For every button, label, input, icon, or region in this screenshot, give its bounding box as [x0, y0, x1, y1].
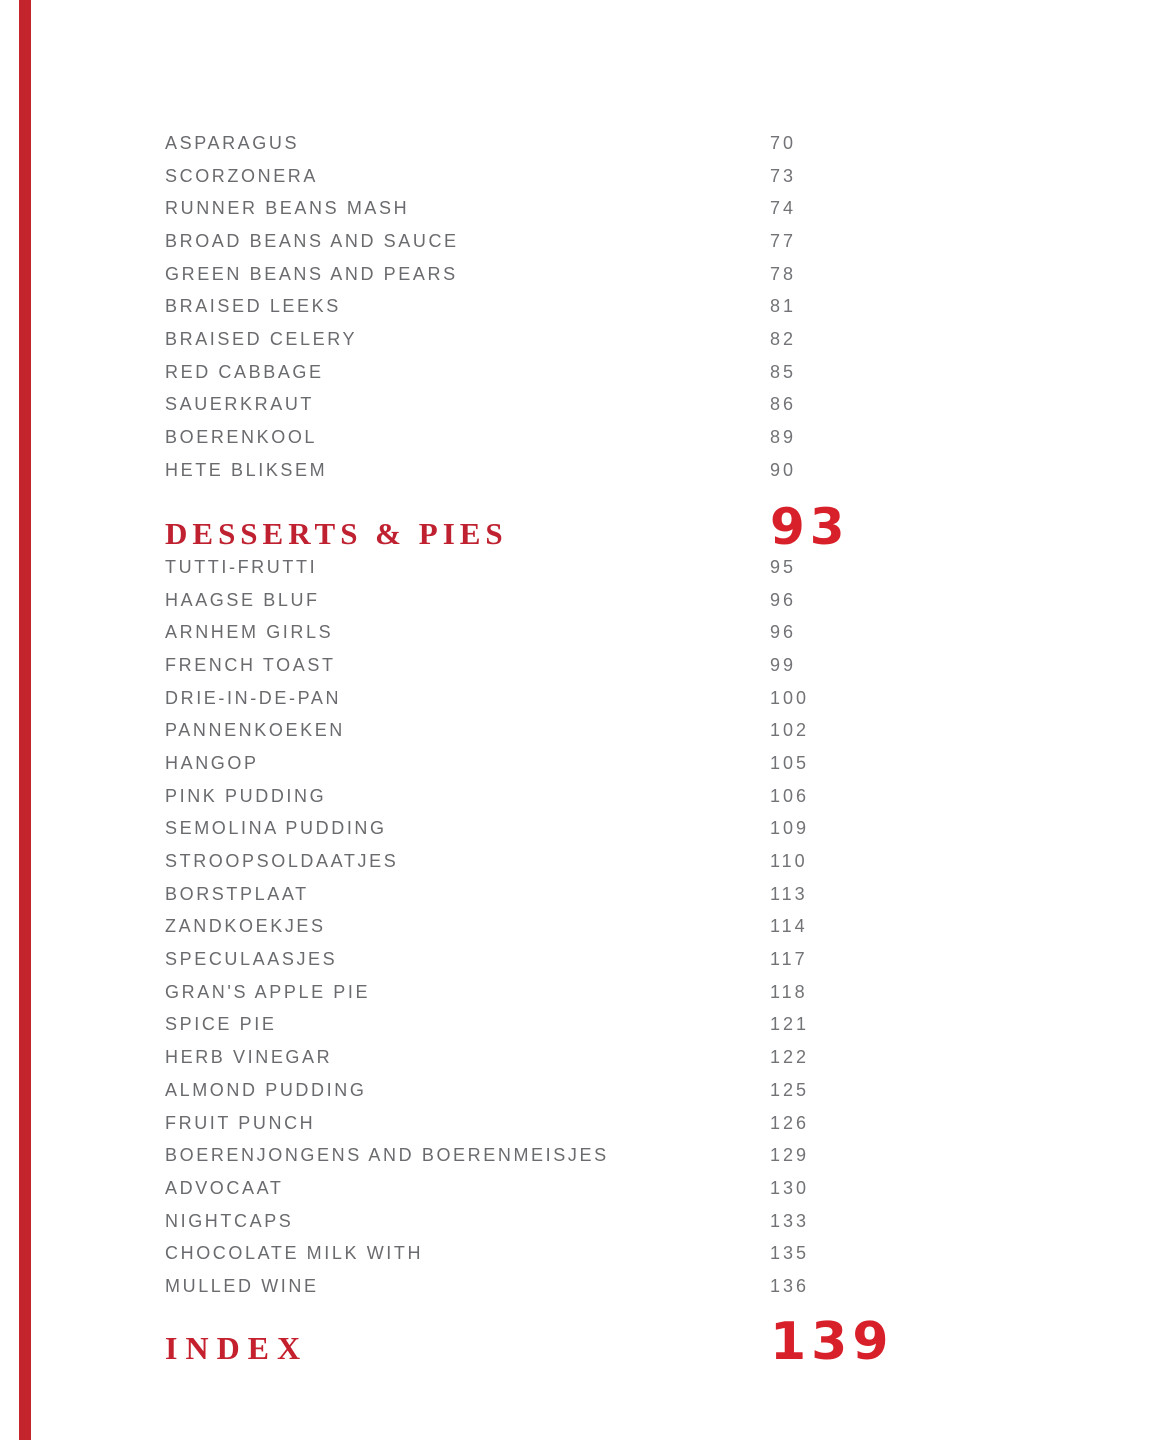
- toc-entry-page-number: 96: [770, 589, 797, 610]
- toc-entry-page-number: 70: [770, 132, 797, 153]
- toc-entry-label: ZANDKOEKJES: [165, 916, 326, 937]
- toc-entry-label: GREEN BEANS AND PEARS: [165, 263, 458, 284]
- toc-entry-label: GRAN'S APPLE PIE: [165, 981, 371, 1002]
- toc-entry: [165, 356, 925, 389]
- table-of-contents: [165, 0, 945, 1440]
- toc-entry-page-number: 90: [770, 459, 797, 480]
- toc-entry: [165, 290, 925, 323]
- toc-entry: [165, 1205, 925, 1238]
- toc-entry-page-number: 85: [770, 361, 797, 382]
- toc-entry-label: ALMOND PUDDING: [165, 1079, 367, 1100]
- toc-entry-page-number: 133: [770, 1210, 810, 1231]
- toc-entry: [165, 780, 925, 813]
- toc-entry-label: RED CABBAGE: [165, 361, 324, 382]
- toc-entry-page-number: 96: [770, 622, 797, 643]
- toc-entry-label: HAAGSE BLUF: [165, 589, 320, 610]
- toc-entry-label: DRIE-IN-DE-PAN: [165, 687, 342, 708]
- desserts-section-list: [165, 551, 925, 1303]
- toc-entry-label: ASPARAGUS: [165, 132, 300, 153]
- toc-entry-page-number: 126: [770, 1112, 810, 1133]
- toc-entry-page-number: 73: [770, 165, 797, 186]
- toc-entry-label: TUTTI-FRUTTI: [165, 556, 318, 577]
- toc-entry: [165, 747, 925, 780]
- toc-entry: [165, 389, 925, 422]
- toc-entry: [165, 976, 925, 1009]
- toc-entry: [165, 323, 925, 356]
- toc-entry-label: FRUIT PUNCH: [165, 1112, 316, 1133]
- toc-entry-page-number: 135: [770, 1243, 810, 1264]
- index-title: INDEX: [165, 1330, 309, 1366]
- toc-entry-label: STROOPSOLDAATJES: [165, 851, 399, 872]
- toc-entry: [165, 616, 925, 649]
- toc-entry-label: PANNENKOEKEN: [165, 720, 345, 741]
- toc-entry-label: HERB VINEGAR: [165, 1047, 333, 1068]
- toc-entry-label: BRAISED CELERY: [165, 328, 358, 349]
- toc-entry: [165, 225, 925, 258]
- toc-entry: [165, 1009, 925, 1042]
- chapter-heading-row: [165, 498, 925, 556]
- toc-entry-label: BROAD BEANS AND SAUCE: [165, 230, 459, 251]
- toc-entry-label: SAUERKRAUT: [165, 394, 315, 415]
- toc-entry-label: CHOCOLATE MILK WITH: [165, 1243, 424, 1264]
- toc-entry-page-number: 117: [770, 949, 808, 970]
- chapter-page-number: 93: [770, 498, 850, 556]
- toc-entry-label: NIGHTCAPS: [165, 1210, 294, 1231]
- toc-entry: [165, 911, 925, 944]
- toc-entry-label: PINK PUDDING: [165, 785, 327, 806]
- toc-entry-page-number: 95: [770, 556, 797, 577]
- toc-entry-label: SPECULAASJES: [165, 949, 338, 970]
- toc-entry-page-number: 129: [770, 1145, 810, 1166]
- index-heading-row: [165, 1312, 925, 1372]
- toc-entry-page-number: 86: [770, 394, 797, 415]
- toc-entry-page-number: 125: [770, 1079, 810, 1100]
- toc-entry: [165, 1237, 925, 1270]
- toc-entry: [165, 813, 925, 846]
- toc-entry: [165, 258, 925, 291]
- toc-entry-label: FRENCH TOAST: [165, 654, 336, 675]
- toc-entry-page-number: 99: [770, 654, 797, 675]
- toc-entry: [165, 1139, 925, 1172]
- toc-entry: [165, 584, 925, 617]
- chapter-title-desserts-and-pies: DESSERTS & PIES: [165, 516, 508, 551]
- toc-entry-label: RUNNER BEANS MASH: [165, 198, 410, 219]
- toc-entry-label: HETE BLIKSEM: [165, 459, 328, 480]
- toc-entry-label: BOERENJONGENS AND BOERENMEISJES: [165, 1145, 609, 1166]
- toc-entry-page-number: 102: [770, 720, 810, 741]
- left-accent-bar: [19, 0, 31, 1440]
- toc-entry-label: ARNHEM GIRLS: [165, 622, 334, 643]
- toc-entry-page-number: 121: [770, 1014, 810, 1035]
- toc-entry: [165, 1074, 925, 1107]
- toc-entry-label: SPICE PIE: [165, 1014, 277, 1035]
- toc-entry: [165, 714, 925, 747]
- toc-entry-page-number: 81: [770, 296, 797, 317]
- toc-entry-page-number: 82: [770, 328, 797, 349]
- toc-entry: [165, 551, 925, 584]
- toc-entry-page-number: 78: [770, 263, 797, 284]
- toc-entry: [165, 878, 925, 911]
- toc-entry: [165, 454, 925, 487]
- toc-entry-page-number: 118: [770, 981, 808, 1002]
- toc-entry-page-number: 77: [770, 230, 797, 251]
- toc-entry-label: MULLED WINE: [165, 1275, 319, 1296]
- index-page-number: 139: [770, 1312, 894, 1372]
- toc-entry-label: BRAISED LEEKS: [165, 296, 341, 317]
- toc-entry-page-number: 110: [770, 851, 808, 872]
- toc-entry-page-number: 114: [770, 916, 808, 937]
- toc-entry-label: SCORZONERA: [165, 165, 319, 186]
- toc-entry: [165, 682, 925, 715]
- toc-entry-page-number: 130: [770, 1177, 810, 1198]
- toc-entry-page-number: 74: [770, 198, 797, 219]
- toc-entry: [165, 1172, 925, 1205]
- toc-entry: [165, 192, 925, 225]
- toc-entry-page-number: 109: [770, 818, 810, 839]
- toc-entry-page-number: 113: [770, 883, 808, 904]
- toc-entry-page-number: 100: [770, 687, 810, 708]
- toc-entry: [165, 649, 925, 682]
- toc-entry-page-number: 106: [770, 785, 810, 806]
- toc-entry-page-number: 122: [770, 1047, 810, 1068]
- vegetables-section-list: [165, 127, 925, 487]
- toc-entry-label: ADVOCAAT: [165, 1177, 284, 1198]
- toc-entry: [165, 160, 925, 193]
- toc-entry: [165, 421, 925, 454]
- toc-entry: [165, 1107, 925, 1140]
- toc-entry-page-number: 136: [770, 1275, 810, 1296]
- toc-entry-page-number: 89: [770, 427, 797, 448]
- toc-entry: [165, 845, 925, 878]
- toc-entry: [165, 943, 925, 976]
- toc-entry: [165, 1270, 925, 1303]
- toc-entry-page-number: 105: [770, 752, 810, 773]
- toc-entry-label: HANGOP: [165, 752, 259, 773]
- toc-entry-label: BOERENKOOL: [165, 427, 318, 448]
- toc-entry: [165, 127, 925, 160]
- toc-entry: [165, 1041, 925, 1074]
- toc-entry-label: BORSTPLAAT: [165, 883, 309, 904]
- toc-entry-label: SEMOLINA PUDDING: [165, 818, 387, 839]
